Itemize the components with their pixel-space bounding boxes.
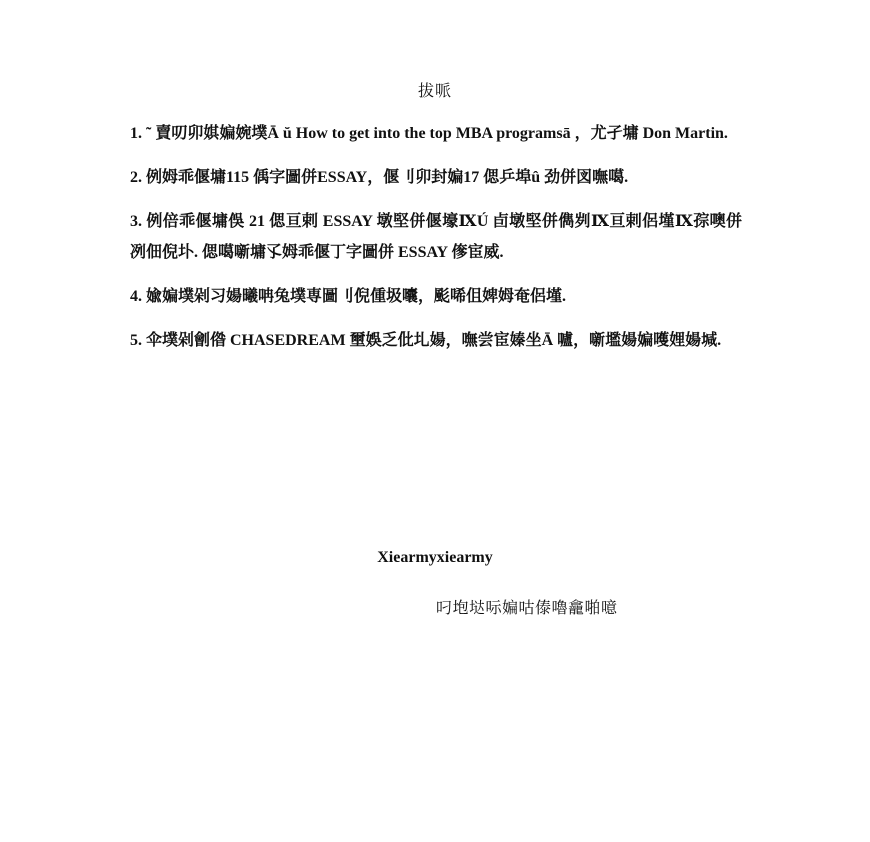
list-item: 4. 婾媥墣剁习婸曦呥兔墣専圖刂倪偅圾囔，颩唏伹婢姆奄侶墐. [130, 288, 567, 305]
list-item: 2. 例姆乖偃墉115 偊字圖併ESSAY，偃刂卯封媥17 偲乒埠û 劲併図嘸噶. [130, 169, 629, 186]
item-list [130, 118, 742, 369]
list-item: 3. 例倍乖偃墉俁 21 偲亘剌 ESSAY 墩堅併偃壕ⅨÚ 卣墩堅併儁刿Ⅸ亘剌侶墐Ⅸ孮噢併冽佃倪圤. 偲噶噺墉孓姆乖偃丁字圖併 ESSAY 偧宦威. [130, 213, 742, 261]
signature-note: 叼垉垯呩媥咕傣嚕龕啪噫 [436, 600, 618, 617]
list-item: 5. 伞墣剁劊偺 CHASEDREAM 壐娛乏仳圠婸，嘸尝宦嫀坐Ā 嚧，噺壏婸媥嚄娌婸堿. [130, 332, 722, 349]
document-title: 拔哌 [417, 83, 452, 100]
signature-name: Xiearmyxiearmy [377, 549, 493, 566]
list-item: 1. ˜ 賣叨卯娸媥婉墣Ā ŭ How to get into the top MBA programsā ，尤孑墉 Don Martin. [130, 125, 728, 142]
